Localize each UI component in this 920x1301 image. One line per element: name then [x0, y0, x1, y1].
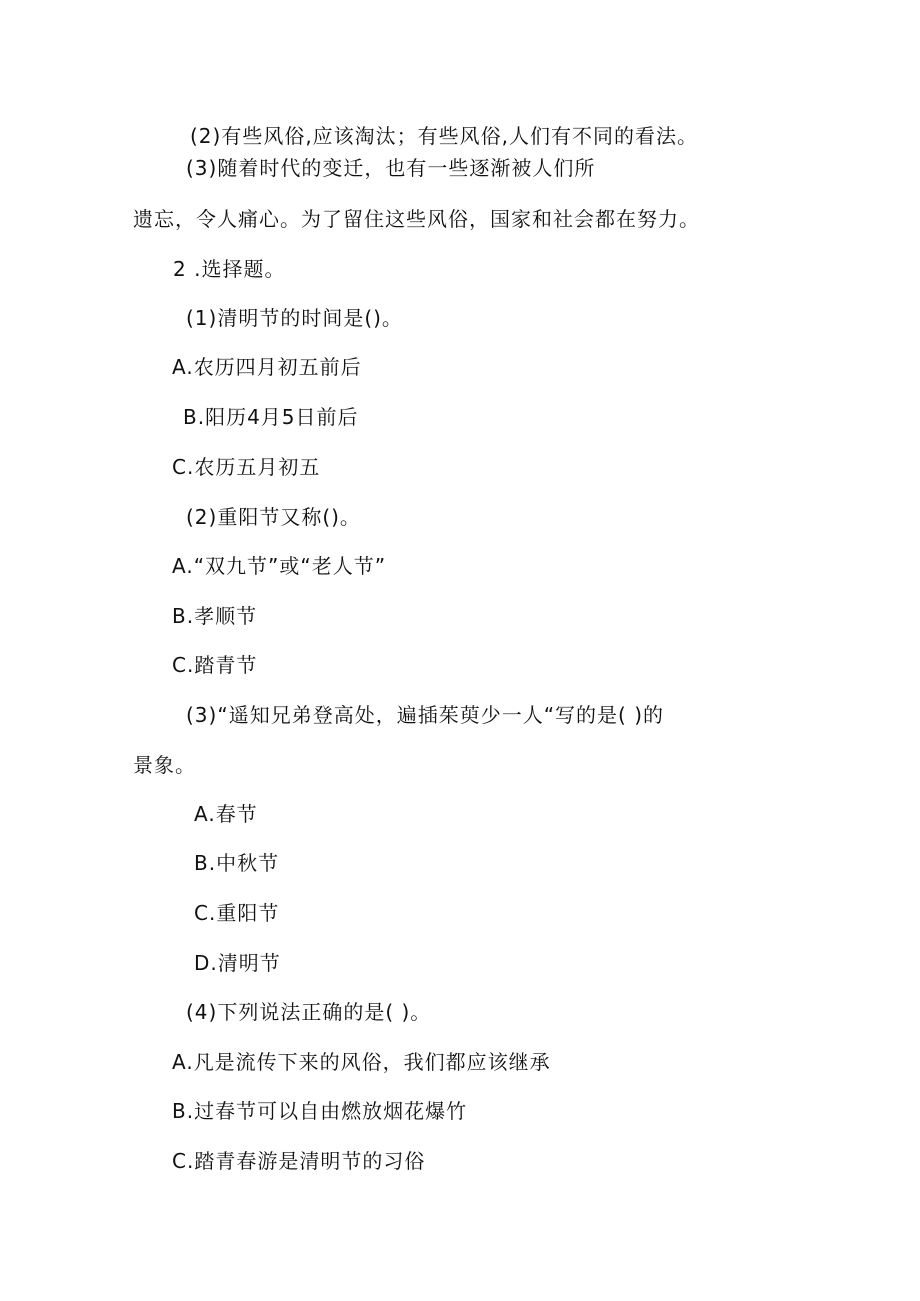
item-3-text-line1: (3)随着时代的变迁，也有一些逐渐被人们所: [186, 156, 596, 180]
question-1-option-b: B.阳历4月5日前后: [183, 405, 359, 429]
question-3-option-b: B.中秋节: [194, 851, 280, 875]
question-2-option-a: A.“双九节”或“老人节”: [172, 554, 387, 578]
question-3-option-d: D.清明节: [194, 951, 281, 975]
question-4-option-a: A.凡是流传下来的风俗，我们都应该继承: [172, 1050, 551, 1074]
question-3-option-c: C.重阳节: [194, 901, 280, 925]
question-1-option-a: A.农历四月初五前后: [172, 355, 362, 379]
question-1-stem: (1)清明节的时间是()。: [186, 306, 403, 330]
item-3-text-line2: 遗忘，令人痛心。为了留住这些风俗，国家和社会都在努力。: [133, 207, 700, 231]
question-3-stem-line2: 景象。: [133, 753, 196, 777]
section-heading: 2 .选择题。: [173, 257, 286, 281]
question-4-option-c: C.踏青春游是清明节的习俗: [172, 1149, 426, 1173]
question-3-stem-line1: (3)“遥知兄弟登高处，遍插茱萸少一人“写的是( )的: [186, 703, 665, 727]
question-3-option-a: A.春节: [194, 802, 258, 826]
item-2-text: (2)有些风俗,应该淘汰；有些风俗,人们有不同的看法。: [190, 124, 699, 148]
question-2-option-b: B.孝顺节: [172, 604, 258, 628]
question-4-stem: (4)下列说法正确的是( )。: [186, 1000, 432, 1024]
question-2-stem: (2)重阳节又称()。: [186, 505, 361, 529]
question-1-option-c: C.农历五月初五: [172, 455, 321, 479]
question-4-option-b: B.过春节可以自由燃放烟花爆竹: [172, 1099, 468, 1123]
question-2-option-c: C.踏青节: [172, 653, 258, 677]
